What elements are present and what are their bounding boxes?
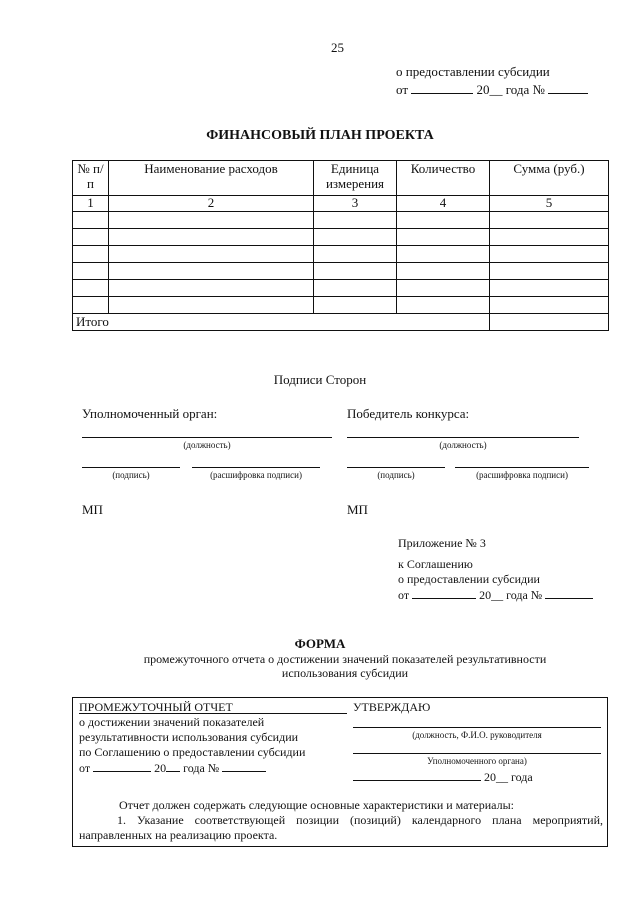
form-subtitle2: использования субсидии bbox=[281, 666, 409, 680]
date-blank bbox=[353, 769, 481, 781]
right-position-line bbox=[347, 437, 579, 438]
report-line3: по Соглашению о предоставлении субсидии bbox=[79, 745, 306, 759]
number-blank bbox=[222, 760, 266, 772]
number-blank bbox=[548, 82, 588, 94]
appendix-line3: о предоставлении субсидии bbox=[398, 572, 540, 586]
appendix-line4 bbox=[398, 587, 593, 602]
table-row bbox=[73, 263, 609, 280]
approve-year: 20__ года bbox=[484, 770, 533, 784]
left-position-line bbox=[82, 437, 332, 438]
fin-plan-title: ФИНАНСОВЫЙ ПЛАН ПРОЕКТА bbox=[206, 128, 434, 143]
approve-line1 bbox=[353, 727, 601, 728]
top-ref-from: от bbox=[396, 82, 409, 97]
col-number: 5 bbox=[490, 196, 609, 212]
table-row bbox=[73, 229, 609, 246]
report-body3: направленных на реализацию проекта. bbox=[79, 828, 278, 842]
left-party-label: Уполномоченный орган: bbox=[82, 406, 218, 421]
table-row bbox=[73, 297, 609, 314]
right-decode-line bbox=[455, 467, 589, 468]
date-blank bbox=[412, 587, 476, 599]
top-ref-year: 20__ года № bbox=[476, 82, 545, 97]
col-number: 3 bbox=[314, 196, 397, 212]
appendix-year: 20__ года № bbox=[479, 588, 543, 602]
table-row bbox=[73, 212, 609, 229]
right-party-label: Победитель конкурса: bbox=[347, 406, 470, 421]
appendix-line1: Приложение № 3 bbox=[398, 536, 486, 550]
report-title: ПРОМЕЖУТОЧНЫЙ ОТЧЕТ bbox=[79, 700, 233, 714]
report-line1: о достижении значений показателей bbox=[79, 715, 265, 729]
approve-caption2: Уполномоченного органа) bbox=[427, 756, 527, 766]
col-number: 2 bbox=[109, 196, 314, 212]
left-sign-caption: (подпись) bbox=[112, 470, 150, 480]
col-header-name: Наименование расходов bbox=[109, 161, 314, 196]
report-box bbox=[72, 697, 608, 847]
report-year: 20 bbox=[154, 761, 167, 775]
approve-caption1: (должность, Ф.И.О. руководителя bbox=[412, 730, 542, 740]
column-number-row bbox=[73, 196, 609, 212]
col-header-sum: Сумма (руб.) bbox=[490, 161, 609, 196]
approve-line2 bbox=[353, 753, 601, 754]
appendix-line2: к Соглашению bbox=[398, 557, 473, 571]
right-sign-line bbox=[347, 467, 445, 468]
approve-title: УТВЕРЖДАЮ bbox=[353, 700, 431, 714]
report-body2: 1. Указание соответствующей позиции (позиций) календарного плана мероприятий, bbox=[117, 813, 603, 827]
form-title: ФОРМА bbox=[294, 636, 346, 651]
form-subtitle1: промежуточного отчета о достижении значений показателей результативности bbox=[143, 652, 547, 666]
report-from: от bbox=[79, 761, 91, 775]
col-number: 4 bbox=[397, 196, 490, 212]
report-title-underline bbox=[79, 713, 347, 714]
total-row bbox=[73, 314, 609, 331]
report-body1: Отчет должен содержать следующие основные характеристики и материалы: bbox=[119, 798, 514, 812]
top-ref-line1: о предоставлении субсидии bbox=[396, 64, 550, 79]
year-blank bbox=[166, 760, 180, 772]
table-header-row bbox=[73, 161, 609, 196]
total-label: Итого bbox=[73, 314, 490, 331]
approve-date bbox=[353, 769, 533, 784]
date-blank bbox=[93, 760, 151, 772]
report-number-label: года № bbox=[183, 761, 220, 775]
total-value bbox=[490, 314, 609, 331]
number-blank bbox=[545, 587, 593, 599]
left-position-caption: (должность) bbox=[183, 440, 231, 450]
table-row bbox=[73, 280, 609, 297]
fin-plan-table bbox=[72, 160, 609, 331]
page-number: 25 bbox=[331, 40, 344, 55]
right-decode-caption: (расшифровка подписи) bbox=[476, 470, 568, 480]
col-header-unit: Единица измерения bbox=[314, 161, 397, 196]
signatures-title: Подписи Сторон bbox=[273, 372, 367, 387]
left-decode-line bbox=[192, 467, 320, 468]
col-number: 1 bbox=[73, 196, 109, 212]
table-row bbox=[73, 246, 609, 263]
report-line2: результативности использования субсидии bbox=[79, 730, 299, 744]
report-line4 bbox=[79, 760, 266, 775]
top-ref-line2 bbox=[396, 82, 588, 97]
left-stamp: МП bbox=[82, 502, 103, 517]
col-header-num: № п/п bbox=[73, 161, 109, 196]
right-position-caption: (должность) bbox=[439, 440, 487, 450]
col-header-qty: Количество bbox=[397, 161, 490, 196]
right-stamp: МП bbox=[347, 502, 368, 517]
right-sign-caption: (подпись) bbox=[377, 470, 415, 480]
left-sign-line bbox=[82, 467, 180, 468]
appendix-from: от bbox=[398, 588, 410, 602]
left-decode-caption: (расшифровка подписи) bbox=[210, 470, 302, 480]
date-blank bbox=[411, 82, 473, 94]
